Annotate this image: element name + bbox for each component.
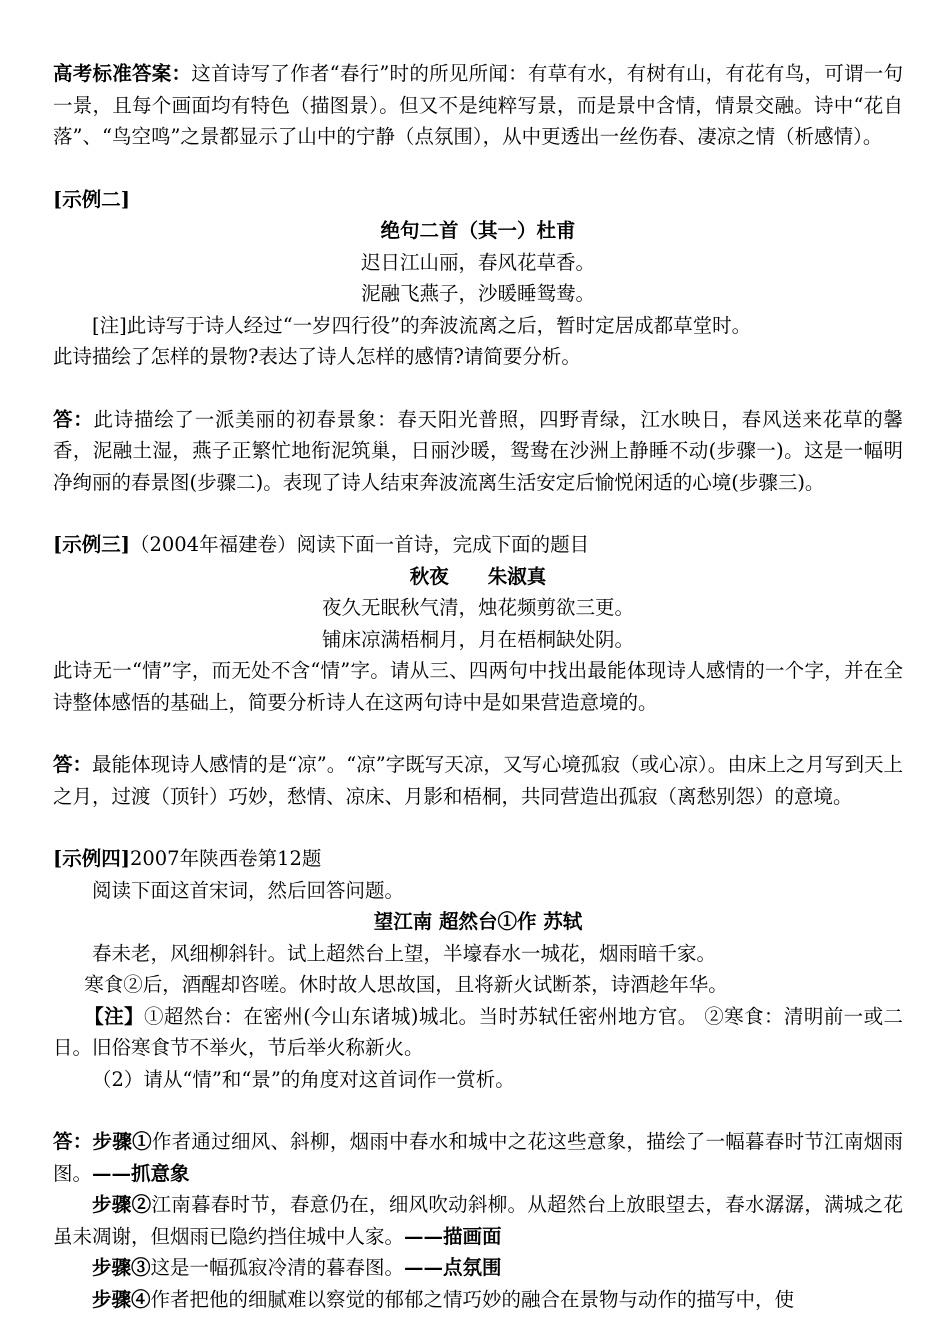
- example-three-heading: [53, 529, 903, 561]
- spacer: [53, 1095, 903, 1126]
- answer-step-three: [53, 1252, 903, 1284]
- poem-line: 春未老，风细柳斜针。试上超然台上望，半壕春水一城花，烟雨暗千家。: [92, 941, 717, 965]
- poem-line: 泥融飞燕子，沙暖睡鸳鸯。: [360, 282, 595, 305]
- answer-paragraph: [53, 404, 903, 499]
- step-label: 步骤②: [92, 1193, 152, 1216]
- answer-text: 这首诗写了作者“春行”时的所见所闻：有草有水，有树有山，有花有鸟，可谓一句一景，且每个画面均有特色（描图景）。但又不是纯粹写景，而是景中含情，情景交融。诗中“花自落”、“鸟空鸣”之景都显示了山中的宁静（点氛围），从中更透出一丝伤春、凄凉之情（析感情）。: [53, 62, 903, 148]
- poem-line: 铺床凉满梧桐月，月在梧桐缺处阴。: [321, 627, 634, 651]
- step-label: 步骤④: [92, 1287, 151, 1311]
- answer-step-two: [53, 1189, 903, 1252]
- example-label: [示例四]: [53, 847, 130, 870]
- answer-text: 最能体现诗人感情的是“凉”。“凉”字既写天凉，又写心境孤寂（或心凉）。由床上之月写到天上之月，过渡（顶针）巧妙，愁情、凉床、月影和梧桐，共同营造出孤寂（离愁别怨）的意境。: [53, 753, 903, 808]
- poem-line: 夜久无眠秋气清，烛花频剪欲三更。: [321, 596, 634, 619]
- answer-text: 此诗描绘了一派美丽的初春景象：春天阳光普照，四野青绿，江水映日，春风送来花草的馨香，泥融土湿，燕子正繁忙地衔泥筑巢，日丽沙暖，鸳鸯在沙洲上静睡不动(步骤一)。这是一幅明净绚丽的春景图(步骤二)。表现了诗人结束奔波流离生活安定后愉悦闲适的心境(步骤三)。: [53, 407, 903, 494]
- question-text: （2）请从“情”和“景”的角度对这首词作一赏析。: [92, 1067, 515, 1091]
- answer-label: 答：: [53, 407, 94, 431]
- document-page: [53, 58, 903, 1315]
- instruction-text: 阅读下面这首宋词，然后回答问题。: [92, 878, 405, 902]
- example-label: [示例三]: [53, 533, 130, 556]
- poem-note: [注]此诗写于诗人经过“一岁四行役”的奔波流离之后，暂时定居成都草堂时。: [92, 313, 752, 337]
- step-tag: ——抓意象: [92, 1161, 190, 1185]
- step-label: 步骤①: [92, 1130, 152, 1153]
- spacer: [53, 373, 903, 404]
- poem-title: 绝句二首（其一）杜甫: [380, 219, 576, 242]
- example-four-heading: [53, 843, 903, 875]
- answer-label: 答：: [53, 1130, 93, 1153]
- spacer: [53, 153, 903, 184]
- poem-title: 秋夜 朱淑真: [409, 564, 547, 588]
- answer-step-one: [53, 1126, 903, 1189]
- answer-label: 答：: [53, 753, 93, 776]
- example-intro: （2004年福建卷）阅读下面一首诗，完成下面的题目: [129, 533, 590, 556]
- step-tag: ——点氛围: [404, 1256, 502, 1279]
- note-text: ①超然台：在密州(今山东诸城)城北。当时苏轼任密州地方官。 ②寒食：清明前一或二日。旧俗寒食节不举火，节后举火称新火。: [53, 1004, 903, 1059]
- example-intro: 2007年陕西卷第12题: [129, 847, 322, 870]
- answer-paragraph: [53, 749, 903, 812]
- spacer: [53, 718, 903, 749]
- step-text: 这是一幅孤寂冷清的暮春图。: [150, 1256, 405, 1279]
- poem-line: 寒食②后，酒醒却咨嗟。休时故人思故国，且将新火试断茶，诗酒趁年华。: [84, 973, 728, 996]
- poem-line: 迟日江山丽，春风花草香。: [360, 250, 595, 274]
- spacer: [53, 812, 903, 843]
- standard-answer: [53, 58, 903, 153]
- example-two-heading: [示例二]: [53, 187, 130, 211]
- step-text: 作者把他的细腻难以察觉的郁郁之情巧妙的融合在景物与动作的描写中，使: [150, 1287, 795, 1311]
- poem-note: [53, 1001, 903, 1064]
- answer-label: 高考标准答案：: [53, 62, 192, 85]
- step-label: 步骤③: [92, 1256, 151, 1279]
- note-label: 【注】: [84, 1004, 144, 1028]
- answer-step-four: [53, 1284, 903, 1316]
- step-text: 作者通过细风、斜柳，烟雨中春水和城中之花这些意象，描绘了一幅暮春时节江南烟雨图。: [53, 1130, 903, 1185]
- question-text: 此诗描绘了怎样的景物?表达了诗人怎样的感情?请简要分析。: [53, 345, 581, 368]
- question-text: 此诗无一“情”字，而无处不含“情”字。请从三、四两句中找出最能体现诗人感情的一个字，并在全诗整体感悟的基础上，简要分析诗人在这两句诗中是如果营造意境的。: [53, 659, 903, 714]
- step-text: 江南暮春时节，春意仍在，细风吹动斜柳。从超然台上放眼望去，春水潺潺，满城之花虽未凋谢，但烟雨已隐约挡住城中人家。: [53, 1193, 903, 1248]
- poem-title: 望江南 超然台①作 苏轼: [373, 910, 583, 933]
- spacer: [53, 498, 903, 529]
- step-tag: ——描画面: [404, 1224, 502, 1248]
